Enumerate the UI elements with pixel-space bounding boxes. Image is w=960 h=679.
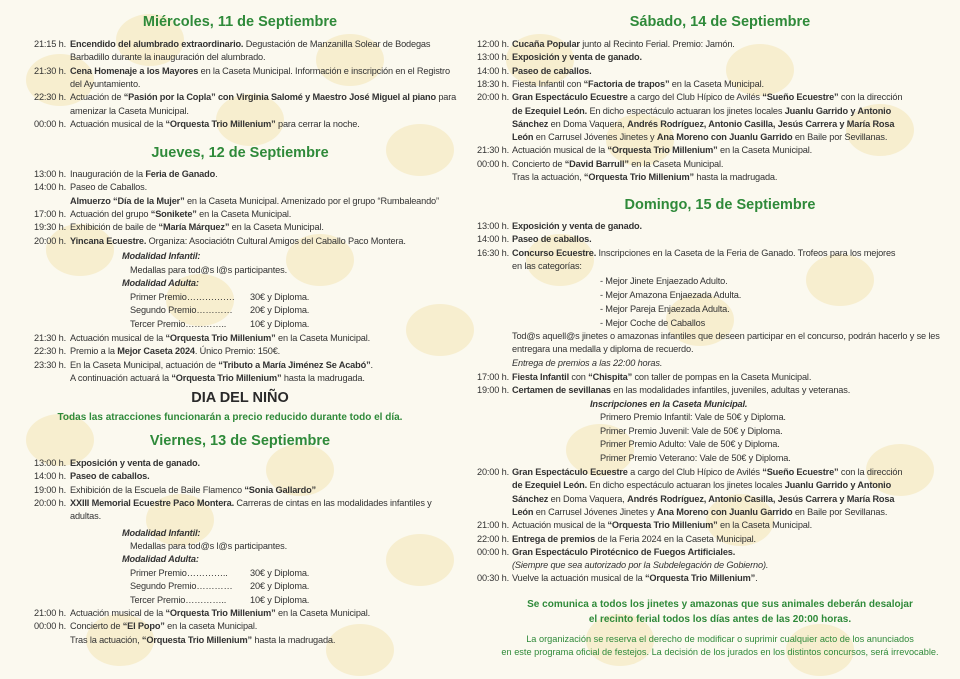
item-desc (512, 479, 891, 492)
item-desc (512, 533, 756, 546)
prize-value: 10€ y Diploma. (250, 318, 310, 329)
item-time: 14:00 h. (476, 65, 509, 76)
item-time: 13:00 h. (33, 458, 66, 468)
text: Actuación musical de la (70, 333, 166, 343)
text: de la Feria 2024 en la Caseta Municipal. (595, 533, 756, 544)
prize-value: 20€ y Diploma. (250, 581, 310, 592)
item-time: 14:00 h. (33, 182, 66, 193)
text: en la Caseta Municipal. (669, 78, 764, 89)
text: Actuación del grupo (70, 208, 151, 219)
bold-text: Ana Moreno con Juanlu Garrido (656, 506, 793, 517)
organization-footer: en este programa oficial de festejos. La decisión de los jurados en los distintos concursos, será irrevocable. (501, 647, 939, 657)
item-desc (70, 195, 439, 208)
prize-value: 10€ y Diploma. (250, 594, 310, 605)
item-desc (70, 168, 217, 181)
item-desc (70, 634, 335, 647)
sevillanas-prize: Primer Premio Adulto: Vale de 50€ y Diploma. (600, 439, 780, 450)
text: . (215, 169, 218, 179)
text: en Carrusel Jóvenes Jinetes y (533, 132, 657, 143)
item-desc (70, 607, 370, 620)
modality-infantil-label: Modalidad Infantil: (122, 251, 201, 261)
bold-text: Juanlu Garrido y Antonio (784, 105, 892, 116)
sevillanas-prize: Primero Premio Infantil: Vale de 50€ y Diploma. (600, 412, 786, 422)
text: Exhibición de baile de (70, 222, 159, 233)
item-desc (512, 65, 592, 78)
prize-row (130, 304, 310, 317)
bold-text: Exposición y venta de ganado. (512, 52, 642, 63)
item-desc (512, 220, 642, 233)
bold-text: Mejor Caseta 2024 (117, 346, 195, 357)
prize-name: Primer Premio……………. (130, 292, 235, 302)
bold-text: “Sonikete” (150, 208, 197, 219)
prize-value: 30€ y Diploma. (250, 568, 310, 578)
text: en la Caseta Municipal. (717, 145, 813, 156)
fri-heading: Viernes, 13 de Septiembre (149, 433, 331, 449)
contest-note: entregara una medalla y diploma de recuerdo. (512, 344, 694, 354)
item-time: 22:00 h. (476, 533, 509, 544)
item-time: 19:00 h. (33, 484, 66, 495)
text: en la Caseta Municipal. Amenizado por el grupo “Rumbaleando” (184, 195, 439, 206)
item-desc (512, 546, 735, 559)
bold-text: “Pasión por la Copla” con Virginia Salomé y Maestro José Miguel al piano (123, 92, 436, 103)
prize-row (130, 291, 310, 304)
schedule-item-cont: adultas. (70, 511, 101, 522)
dia-nino-text: Todas las atracciones funcionarán a precio reducido durante todo el día. (57, 412, 403, 423)
text: en las categorías: (512, 260, 582, 271)
bold-text: “Orquesta Trio Millenium” (165, 608, 276, 618)
bold-text: Entrega de premios (512, 533, 596, 544)
item-time: 20:00 h. (33, 235, 66, 246)
text: Paseo de Caballos. (70, 182, 147, 193)
item-time: 00:00 h. (476, 158, 509, 169)
item-desc (70, 118, 360, 131)
item-desc (512, 506, 887, 519)
bold-text: Concurso Ecuestre. (512, 247, 597, 258)
bold-text: “Sonia Gallardo” (244, 484, 316, 495)
prize-row (130, 594, 310, 607)
bold-text: “Orquesta Trio Millenium” (607, 520, 718, 531)
item-time: 23:30 h. (33, 359, 66, 370)
organization-footer: La organización se reserva el derecho de modificar o suprimir cualquier acto de los anunciados (526, 634, 914, 644)
item-desc (70, 470, 150, 483)
text: a cargo del Club Hípico de Avilés (627, 467, 763, 477)
item-desc (70, 457, 200, 470)
item-time: 00:00 h. (33, 118, 66, 129)
bold-text: Almuerzo “Día de la Mujer” (70, 195, 185, 206)
item-time: 21:30 h. (476, 145, 509, 156)
bold-text: “Sueño Ecuestre” (762, 92, 839, 103)
text: hasta la madrugada. (251, 634, 336, 645)
text: . (370, 359, 373, 370)
modality-infantil-text: Medallas para tod@s l@s participantes. (130, 541, 287, 551)
text: Inscripciones en la Caseta de la Feria de Ganado. Trofeos para los mejores (596, 247, 896, 258)
item-desc (512, 466, 902, 479)
bold-text: Paseo de caballos. (512, 65, 592, 76)
bold-text: “Orquesta Trio Millenium” (607, 145, 718, 156)
item-time: 17:00 h. (33, 208, 66, 219)
bold-text: Exposición y venta de ganado. (70, 458, 200, 468)
item-desc (70, 235, 406, 248)
item-desc (512, 493, 894, 506)
item-desc (512, 78, 764, 91)
text: Actuación de (70, 92, 124, 103)
bold-text: Encendido del alumbrado extraordinario. (70, 39, 244, 49)
text: A continuación actuará la (70, 372, 172, 383)
text: en Doma Vaquera, (548, 118, 628, 129)
bold-text: Paseo de caballos. (512, 234, 592, 245)
item-desc (512, 384, 850, 397)
item-time: 19:00 h. (476, 385, 509, 396)
prize-value: 20€ y Diploma. (250, 305, 310, 316)
item-desc (512, 118, 894, 131)
sevillanas-prize: Primer Premio Juvenil: Vale de 50€ y Diploma. (600, 425, 783, 436)
lantern-shape (806, 254, 874, 306)
bold-text: “Chispita” (588, 372, 633, 382)
bold-text: Yincana Ecuestre. (70, 235, 147, 246)
modality-adulta-label: Modalidad Adulta: (122, 278, 199, 288)
item-time: 14:00 h. (476, 234, 509, 245)
bold-text: “Orquesta Trio Millenium” (141, 634, 252, 645)
item-time: 22:30 h. (33, 92, 66, 103)
bold-text: Paseo de caballos. (70, 471, 150, 482)
text: en Baile por Sevillanas. (792, 506, 888, 517)
bold-text: “Factoria de trapos” (583, 78, 670, 89)
contest-note: Tod@s aquell@s jinetes o amazonas infantiles que deseen participar en el concurso, podrán hacerlo y se les (512, 331, 940, 341)
bold-text: XXIII Memorial Ecuestre Paco Montera. (70, 497, 234, 508)
text: hasta la madrugada. (693, 172, 778, 182)
item-desc (512, 105, 891, 118)
text: Fiesta Infantil con (512, 78, 584, 89)
prize-name: Tercer Premio………….. (130, 318, 227, 329)
item-time: 21:00 h. (33, 608, 66, 618)
dia-nino-heading: DIA DEL NIÑO (191, 390, 289, 406)
text: Tras la actuación, (70, 634, 142, 645)
horses-notice: el recinto ferial todos los días antes de las 20:00 horas. (588, 614, 852, 625)
text: Actuación musical de la (70, 118, 166, 129)
horses-notice: Se comunica a todos los jinetes y amazonas que sus animales deberán desalojar (527, 599, 913, 610)
prize-row (130, 318, 310, 331)
item-desc (512, 171, 777, 184)
item-desc (512, 131, 887, 144)
bold-text: Exposición y venta de ganado. (512, 221, 642, 231)
awards-time-note: Entrega de premios a las 22:00 horas. (512, 358, 663, 368)
bold-text: Cena Homenaje a los Mayores (70, 65, 199, 76)
bold-text: “David Barrull” (564, 158, 629, 169)
item-time: 00:00 h. (33, 621, 66, 632)
lantern-shape (386, 534, 454, 586)
text: en la Caseta Municipal. Información e inscripción en el Registro (198, 65, 450, 76)
text: en la Caseta Municipal. (275, 333, 371, 343)
bold-text: “Tributo a María Jiménez Se Acabó” (218, 359, 371, 370)
item-time: 20:00 h. (476, 92, 509, 103)
item-desc (70, 91, 456, 104)
item-desc (70, 208, 291, 221)
item-desc (512, 247, 895, 260)
text: a cargo del Club Hípico de Avilés (627, 92, 763, 103)
text: Organiza: Asociaciótn Cultural Amigos del Caballo Paco Montera. (146, 235, 406, 246)
modality-infantil-label: Modalidad Infantil: (122, 528, 201, 538)
bold-text: Gran Espectáculo Ecuestre (512, 92, 628, 103)
text: Actuación musical de la (512, 520, 608, 531)
text: junto al Recinto Ferial. Premio: Jamón. (579, 39, 735, 49)
text: Inauguración de la (70, 169, 146, 179)
bold-text: de Ezequiel León. (512, 480, 588, 491)
item-time: 14:00 h. (33, 471, 66, 482)
item-desc (512, 371, 811, 384)
bold-text: “Orquesta Trio Millenium” (583, 172, 694, 182)
item-desc (70, 372, 365, 385)
item-desc (512, 260, 582, 273)
bold-text: Sánchez (512, 118, 549, 129)
text: Actuación musical de la (512, 145, 608, 156)
text: en la caseta Municipal. (164, 621, 258, 632)
sat-heading: Sábado, 14 de Septiembre (629, 14, 811, 30)
inscriptions-label: Inscripciones en la Caseta Municipal. (590, 399, 748, 409)
text: en las modalidades infantiles, juveniles, adultas y veteranas. (610, 385, 851, 396)
lantern-shape (326, 624, 394, 676)
wed-heading: Miércoles, 11 de Septiembre (142, 14, 338, 30)
item-desc (70, 65, 450, 78)
text: Premio a la (70, 346, 118, 357)
text: en la Caseta Municipal. (628, 158, 724, 169)
text: . Único Premio: 150€. (194, 346, 281, 357)
schedule-item-cont: amenizar la Caseta Municipal. (70, 105, 189, 116)
item-desc (70, 497, 432, 510)
text: con (568, 372, 589, 382)
schedule-item-cont: Barbadillo durante la inauguración del alumbrado. (70, 52, 266, 63)
item-time: 12:00 h. (476, 39, 509, 49)
item-time: 21:00 h. (476, 520, 509, 531)
bold-text: de Ezequiel León. (512, 105, 588, 116)
text: en la Caseta Municipal. (196, 208, 292, 219)
text: Vuelve la actuación musical de la (512, 573, 645, 584)
text: en Doma Vaquera, (548, 493, 628, 504)
item-desc (70, 620, 257, 633)
text: Actuación musical de la (70, 608, 166, 618)
text: Tras la actuación, (512, 172, 584, 182)
item-desc (70, 345, 280, 358)
item-time: 18:30 h. (476, 78, 509, 89)
category-item: - Mejor Pareja Enjaezada Adulta. (600, 303, 730, 314)
bold-text: Andrés Rodríguez, Antonio Casilla, Jesús Carrera y María Rosa (627, 493, 895, 504)
item-time: 20:00 h. (33, 497, 66, 508)
bold-text: “Orquesta Trio Millenium” (644, 573, 756, 584)
item-time: 21:15 h. (33, 39, 66, 49)
text: para cerrar la noche. (275, 118, 360, 129)
text: en la Caseta Municipal. (717, 520, 813, 531)
item-time: 00:30 h. (476, 573, 509, 584)
bold-text: “Orquesta Trio Millenium” (165, 333, 276, 343)
text: En dicho espectáculo actuaran los jinetes locales (587, 105, 785, 116)
item-desc (70, 38, 430, 51)
text: en la Caseta Municipal. (229, 222, 324, 233)
item-desc (512, 144, 812, 157)
text: en Carrusel Jóvenes Jinetes y (533, 506, 657, 517)
item-time: 16:30 h. (476, 247, 509, 258)
prize-name: Segundo Premio………… (130, 305, 233, 316)
text: Concierto de (512, 158, 565, 169)
thu-heading: Jueves, 12 de Septiembre (151, 145, 329, 161)
item-desc (512, 559, 768, 572)
prize-value: 30€ y Diploma. (250, 292, 310, 302)
lantern-shape (406, 304, 474, 356)
text: (Siempre que sea autorizado por la Subdelegación de Gobierno). (512, 560, 769, 571)
bold-text: Cucaña Popular (512, 39, 580, 49)
bold-text: León (512, 132, 534, 143)
text: En la Caseta Municipal, actuación de (70, 359, 219, 370)
text: Exhibición de la Escuela de Baile Flamenco (70, 484, 245, 495)
prize-row (130, 567, 310, 580)
item-desc (512, 572, 757, 585)
category-item: - Mejor Coche de Caballos (600, 317, 706, 328)
schedule-item-cont: del Ayuntamiento. (70, 78, 141, 89)
bold-text: Gran Espectáculo Ecuestre (512, 467, 628, 477)
item-time: 13:00 h. (476, 221, 509, 231)
item-time: 21:30 h. (33, 333, 66, 343)
item-desc (512, 519, 812, 532)
bold-text: “El Popo” (122, 621, 165, 632)
bold-text: “María Márquez” (158, 222, 230, 233)
bold-text: Andrés Rodríguez, Antonio Casilla, Jesús Carrera y María Rosa (627, 118, 895, 129)
item-desc (512, 91, 902, 104)
item-time: 17:00 h. (476, 372, 509, 382)
category-item: - Mejor Amazona Enjaezada Adulta. (600, 289, 742, 300)
text: en la Caseta Municipal. (275, 608, 371, 618)
item-desc (70, 332, 370, 345)
item-desc (70, 484, 316, 497)
text: Carreras de cintas en las modalidades infantiles y (233, 497, 432, 508)
item-desc (512, 233, 592, 246)
prize-name: Segundo Premio………… (130, 581, 233, 592)
item-time: 00:00 h. (476, 546, 509, 557)
bold-text: Certamen de sevillanas (512, 385, 611, 396)
bold-text: León (512, 506, 534, 517)
bold-text: Gran Espectáculo Pirotécnico de Fuegos Artificiales. (512, 546, 736, 557)
item-desc (70, 359, 373, 372)
item-time: 13:00 h. (33, 169, 66, 179)
text: hasta la madrugada. (281, 372, 365, 383)
item-desc (512, 51, 642, 64)
modality-adulta-label: Modalidad Adulta: (122, 554, 199, 564)
bold-text: Fiesta Infantil (512, 372, 569, 382)
item-desc (70, 221, 324, 234)
item-desc (512, 158, 723, 171)
bold-text: “Sueño Ecuestre” (762, 467, 839, 477)
item-time: 20:00 h. (476, 467, 509, 477)
item-time: 22:30 h. (33, 346, 66, 357)
text: con la dirección (838, 92, 903, 103)
prize-row (130, 580, 310, 593)
prize-name: Tercer Premio………….. (130, 594, 227, 605)
item-desc (70, 181, 147, 194)
category-item: - Mejor Jinete Enjaezado Adulto. (600, 276, 728, 286)
text: con taller de pompas en la Caseta Municipal. (632, 372, 812, 382)
text: Degustación de Manzanilla Solear de Bodegas (243, 39, 431, 49)
modality-infantil-text: Medallas para tod@s l@s participantes. (130, 265, 287, 275)
item-time: 19:30 h. (33, 222, 66, 233)
sun-heading: Domingo, 15 de Septiembre (624, 197, 816, 213)
prize-name: Primer Premio………….. (130, 568, 228, 578)
item-time: 21:30 h. (33, 65, 66, 76)
text: Concierto de (70, 621, 123, 632)
bold-text: Feria de Ganado (145, 169, 216, 179)
item-desc (512, 38, 735, 51)
bold-text: Ana Moreno con Juanlu Garrido (656, 132, 793, 143)
bold-text: “Orquesta Trio Millenium” (171, 372, 282, 383)
text: para (435, 92, 457, 103)
text: con la dirección (838, 467, 903, 477)
bold-text: “Orquesta Trio Millenium” (165, 118, 276, 129)
text: en Baile por Sevillanas. (792, 132, 888, 143)
text: En dicho espectáculo actuaran los jinetes locales (587, 480, 785, 491)
sevillanas-prize: Primer Premio Veterano: Vale de 50€ y Diploma. (600, 453, 791, 464)
text: . (755, 573, 758, 584)
bold-text: Juanlu Garrido y Antonio (784, 480, 892, 491)
item-time: 13:00 h. (476, 52, 509, 63)
bold-text: Sánchez (512, 493, 549, 504)
